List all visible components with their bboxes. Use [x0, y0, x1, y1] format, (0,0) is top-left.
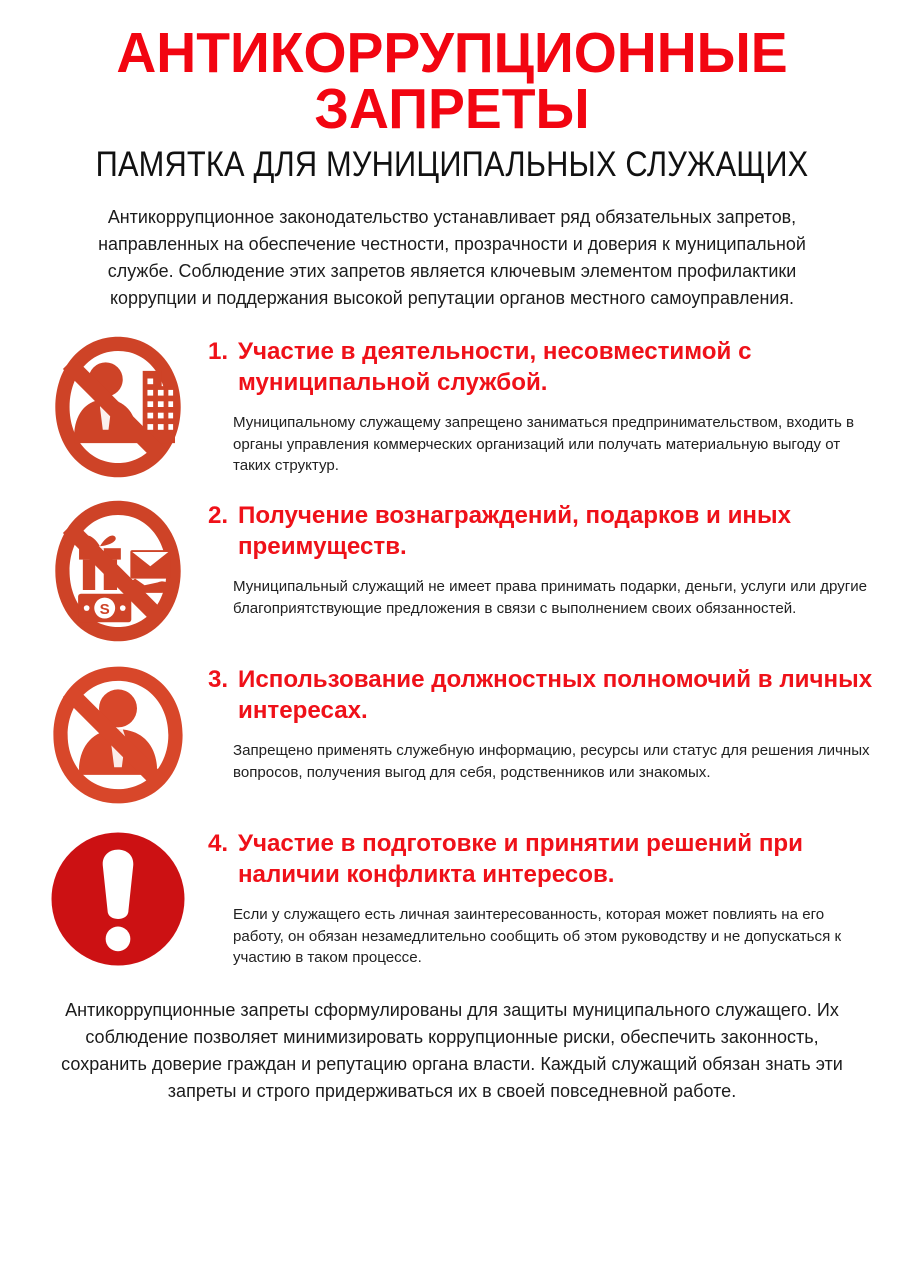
- title-line-2: ЗАПРЕТЫ: [314, 76, 590, 141]
- page-subtitle: ПАМЯТКА ДЛЯ МУНИЦИПАЛЬНЫХ СЛУЖАЩИХ: [95, 144, 809, 184]
- list-item: [0, 657, 904, 811]
- item-title: Получение вознаграждений, подарков и иных преимуществ.: [237, 502, 792, 561]
- intro-paragraph: Антикоррупционное законодательство устанавливает ряд обязательных запретов, направленных на обеспечение честности, прозрачности и доверия к муниципальной службе. Соблюдение этих запретов является ключевым элементом профилактики коррупции и поддержания высокой репутации органов местного самоуправления.: [98, 206, 806, 308]
- item-description: Муниципальный служащий не имеет права принимать подарки, деньги, услуги или другие благоприятствующие предложения в связи с выполнением своих обязанностей.: [233, 577, 868, 617]
- item-number: 4.: [208, 830, 229, 858]
- item-heading: [208, 829, 878, 891]
- title-line-1: АНТИКОРРУПЦИОННЫЕ: [116, 21, 788, 85]
- item-title: Участие в деятельности, несовместимой с муниципальной службой.: [237, 338, 752, 397]
- no-official-person-icon: [34, 657, 202, 811]
- item-heading: [208, 337, 878, 399]
- item-text: [202, 493, 888, 619]
- item-title: Использование должностных полномочий в личных интересах.: [237, 666, 873, 725]
- item-description: Муниципальному служащему запрещено заниматься предпринимательством, входить в органы управления коммерческих организаций или получать материальную выгоду от таких структур.: [233, 413, 855, 475]
- list-item: [0, 493, 904, 647]
- item-title: Участие в подготовке и принятии решений при наличии конфликта интересов.: [237, 830, 803, 889]
- prohibitions-list: [0, 329, 904, 975]
- page-title: [33, 21, 871, 141]
- list-item: [0, 329, 904, 483]
- item-heading: [208, 665, 878, 727]
- item-number: 1.: [208, 338, 229, 366]
- warning-exclamation-icon: [34, 821, 202, 975]
- item-text: [202, 657, 888, 783]
- item-description: Если у служащего есть личная заинтересованность, которая может повлиять на его работу, он обязан незамедлительно сообщить об этом руководству и не допускаться к участию в таком процессе.: [233, 905, 842, 967]
- item-heading: [208, 501, 878, 563]
- no-gifts-money-icon: [34, 493, 202, 647]
- item-text: [202, 329, 888, 477]
- item-description: Запрещено применять служебную информацию, ресурсы или статус для решения личных вопросов, получения выгод для себя, родственников или знакомых.: [233, 741, 870, 781]
- list-item: [0, 821, 904, 975]
- svg-text:S: S: [99, 600, 110, 618]
- item-number: 3.: [208, 666, 229, 694]
- item-number: 2.: [208, 502, 229, 530]
- item-text: [202, 821, 888, 969]
- no-business-activity-icon: [34, 329, 202, 483]
- footer-paragraph: Антикоррупционные запреты сформулированы для защиты муниципального служащего. Их соблюдение позволяет минимизировать коррупционные риски, обеспечить законность, сохранить доверие граждан и репутацию органа власти. Каждый служащий обязан знать эти запреты и строго придерживаться их в своей повседневной работе.: [61, 999, 843, 1101]
- poster-header: [0, 0, 904, 182]
